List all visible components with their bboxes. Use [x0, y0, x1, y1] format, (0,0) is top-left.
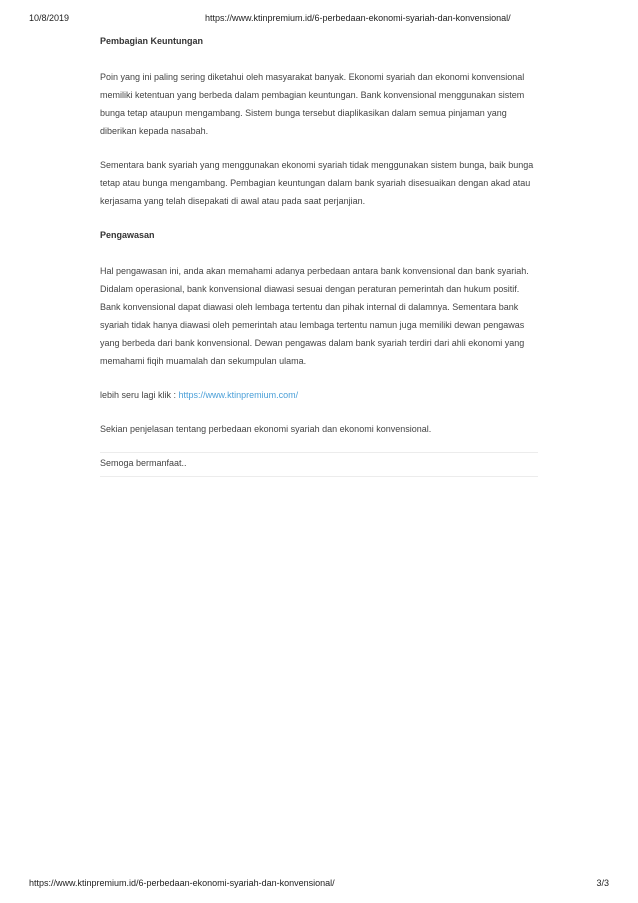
- print-header-url: https://www.ktinpremium.id/6-perbedaan-ekonomi-syariah-dan-konvensional/: [205, 13, 511, 23]
- paragraph-profit-sharing-1: Poin yang ini paling sering diketahui oleh masyarakat banyak. Ekonomi syariah dan ekonomi konvensional memiliki ketentuan yang berbeda dalam pembagian keuntungan. Bank konvensional menggunakan sistem bunga tetap ataupun mengambang. Sistem bunga tersebut diaplikasikan dalam semua pinjaman yang diberikan kepada nasabah.: [100, 72, 525, 136]
- closing-paragraph: Sekian penjelasan tentang perbedaan ekonomi syariah dan ekonomi konvensional.: [100, 424, 432, 434]
- divider-top: [100, 452, 538, 453]
- paragraph-supervision: Hal pengawasan ini, anda akan memahami adanya perbedaan antara bank konvensional dan bank syariah. Didalam operasional, bank konvensional diawasi sesuai dengan peraturan pemerintah dan hukum positif. Bank konvensional dapat diawasi oleh lembaga tertentu dan pihak internal di dalamnya. Sementara bank syariah tidak hanya diawasi oleh pemerintah atau lembaga tertentu namun juga memiliki dewan pengawas yang berbeda dari bank konvensional. Dewan pengawas dalam bank syariah terdiri dari ahli ekonomi yang memahami fiqih muamalah dan sekumpulan ulama.: [100, 266, 529, 366]
- page-number: 3/3: [596, 878, 609, 888]
- print-footer-url: https://www.ktinpremium.id/6-perbedaan-ekonomi-syariah-dan-konvensional/: [29, 878, 335, 888]
- ktinpremium-link[interactable]: https://www.ktinpremium.com/: [178, 390, 299, 400]
- section-heading-pembagian-keuntungan: Pembagian Keuntungan: [100, 36, 204, 46]
- divider-bottom: [100, 476, 538, 477]
- sign-off: Semoga bermanfaat..: [100, 458, 187, 468]
- article-body: [100, 32, 540, 488]
- more-link-line: [100, 386, 540, 404]
- paragraph-profit-sharing-2: Sementara bank syariah yang menggunakan ekonomi syariah tidak menggunakan sistem bunga, baik bunga tetap atau bunga mengambang. Pembagian keuntungan dalam bank syariah disesuaikan dengan akad atau kerjasama yang telah disepakati di awal atau pada saat perjanjian.: [100, 160, 534, 206]
- print-date: 10/8/2019: [29, 13, 70, 23]
- more-link-prefix: lebih seru lagi klik :: [100, 390, 179, 400]
- section-heading-pengawasan: Pengawasan: [100, 230, 155, 240]
